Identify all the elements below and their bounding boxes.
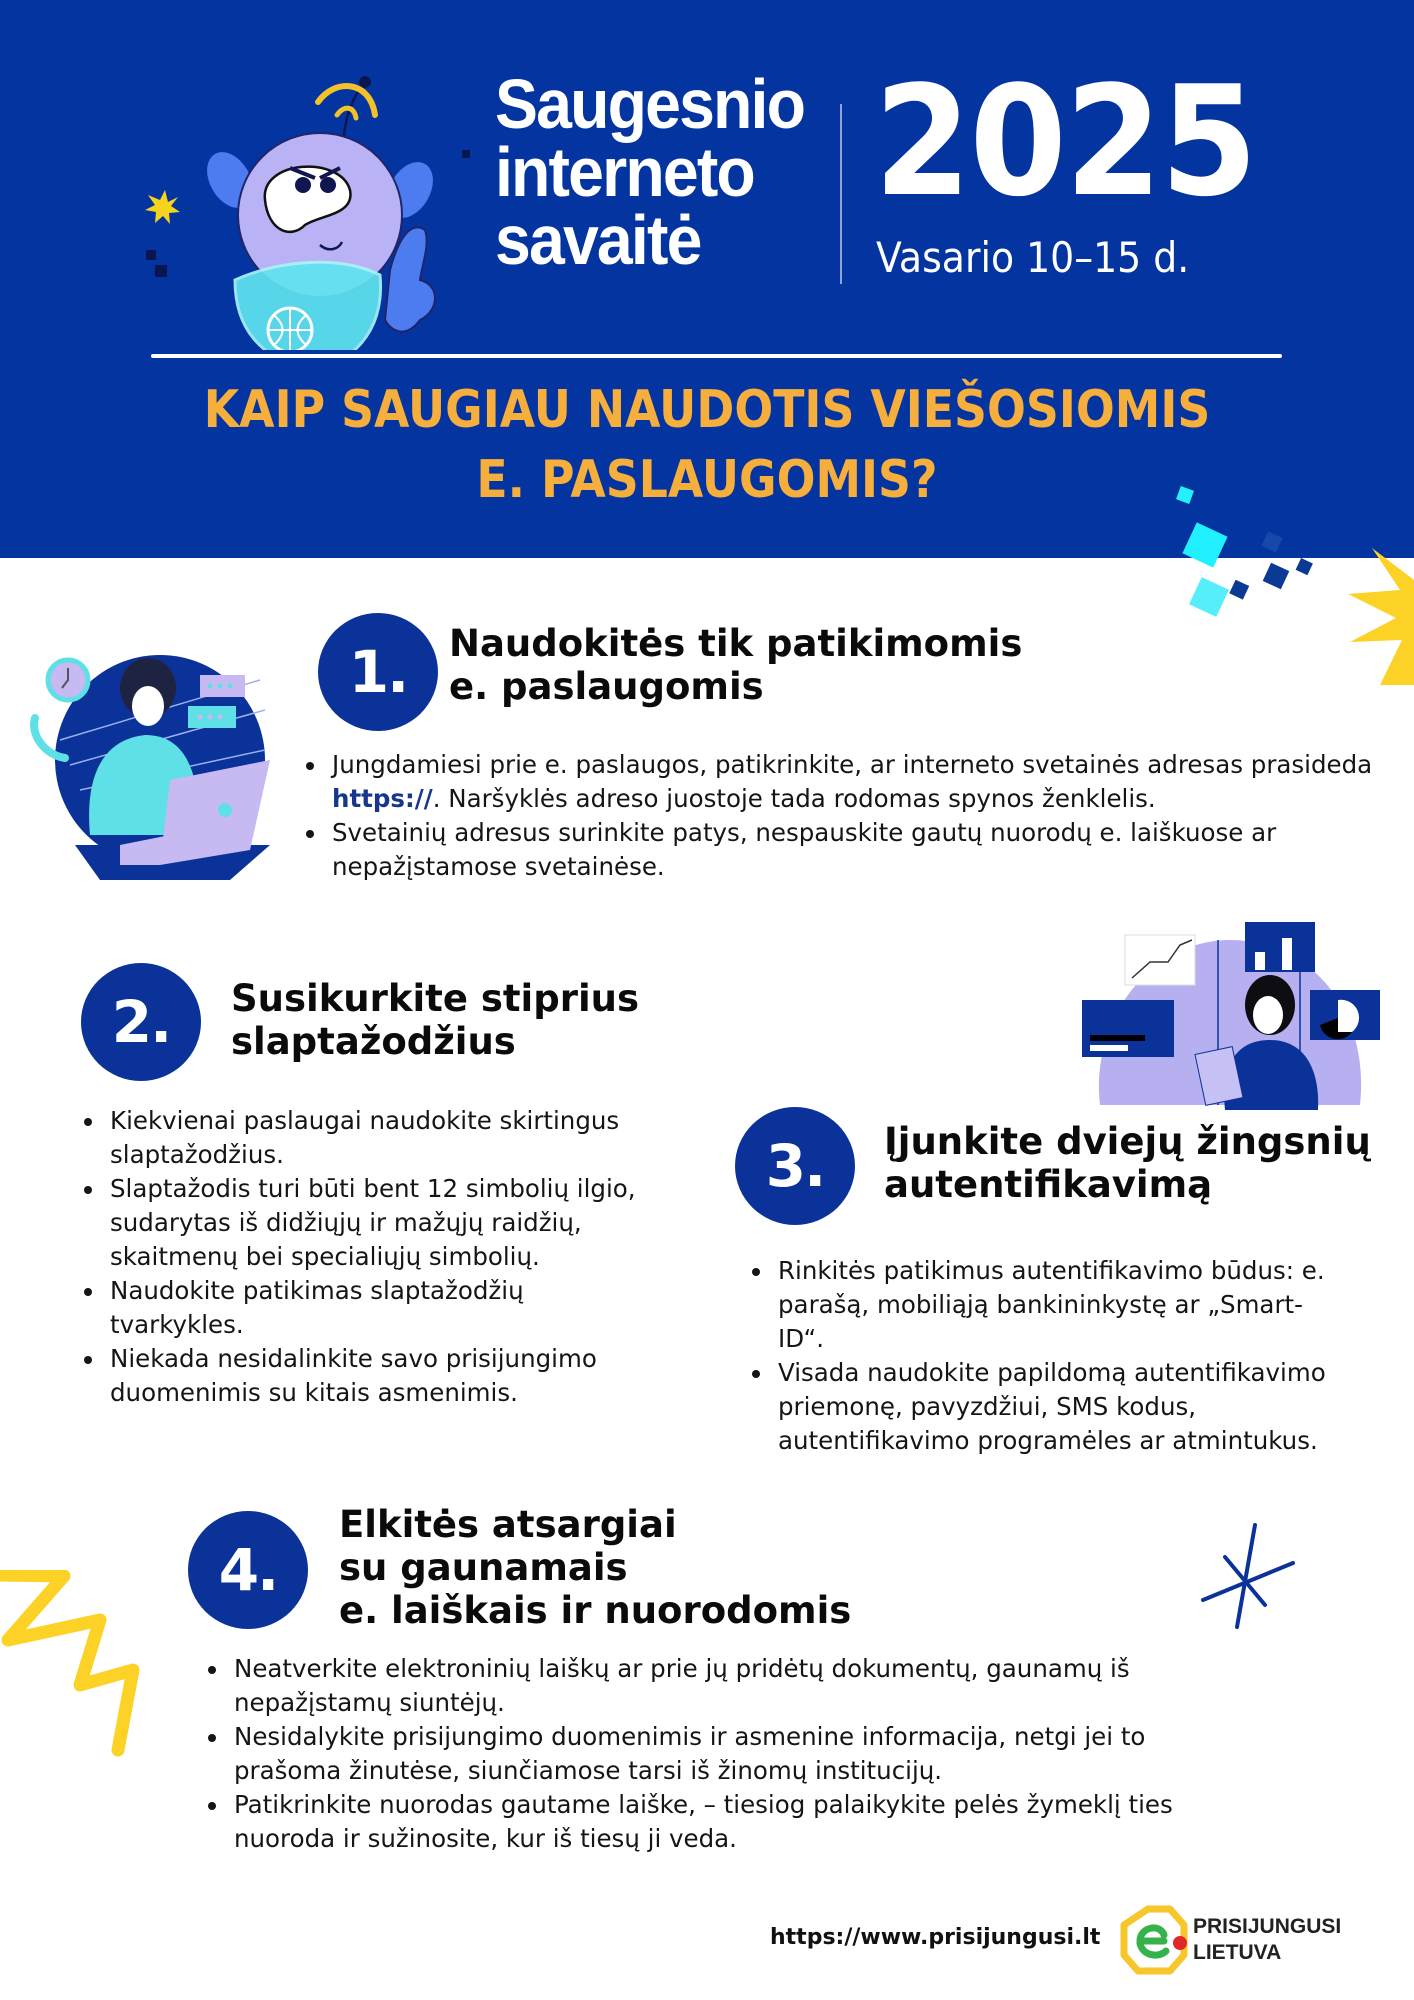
section-heading-line: Įjunkite dviejų žingsnių xyxy=(884,1120,1371,1163)
bullet-text: Jungdamiesi prie e. paslaugos, patikrinkite, ar interneto svetainės adresas prasideda xyxy=(332,750,1373,779)
bullet-item: Kiekvienai paslaugai naudokite skirtingus slaptažodžius. xyxy=(80,1104,650,1172)
section-heading-3 xyxy=(884,1120,1371,1206)
https-highlight: https:// xyxy=(332,784,433,813)
bullet-text: . Naršyklės adreso juostoje tada rodomas spynos ženklelis. xyxy=(432,784,1156,813)
event-dates: Vasario 10–15 d. xyxy=(876,233,1190,282)
step-number-4: 4. xyxy=(188,1511,308,1629)
section-heading-line: Susikurkite stiprius xyxy=(231,977,640,1020)
shield-mascot-icon xyxy=(140,40,470,350)
section-heading-line: e. laiškais ir nuorodomis xyxy=(339,1589,852,1632)
event-name-line: Saugesnio xyxy=(495,65,805,143)
bullet-item: Neatverkite elektroninių laiškų ar prie jų pridėtų dokumentų, gaunamų iš nepažįstamų siuntėjų. xyxy=(204,1652,1204,1720)
page-title-line: E. PASLAUGOMIS? xyxy=(476,450,938,510)
step-number-1: 1. xyxy=(318,613,438,731)
event-name xyxy=(495,65,805,279)
page-title-line: KAIP SAUGIAU NAUDOTIS VIEŠOSIOMIS xyxy=(203,380,1211,440)
laptop-user-illustration xyxy=(20,640,290,880)
website-link[interactable]: https://www.prisijungusi.lt xyxy=(770,1925,1101,1950)
section-bullets-3 xyxy=(748,1254,1348,1458)
analytics-user-illustration xyxy=(1070,900,1380,1110)
event-name-line: savaitė xyxy=(495,201,701,279)
bullet-item: Svetainių adresus surinkite patys, nespauskite gautų nuorodų e. laiškuose ar nepažįstamose svetainėse. xyxy=(302,816,1382,884)
logo-text-line: PRISIJUNGUSI xyxy=(1193,1915,1342,1938)
zigzag-decoration-icon xyxy=(0,1570,150,1760)
section-heading-1 xyxy=(449,622,1022,708)
section-heading-line: e. paslaugomis xyxy=(449,665,764,708)
bullet-item: Patikrinkite nuorodas gautame laiške, – tiesiog palaikykite pelės žymeklį ties nuoroda ir sužinosite, kur iš tiesų ji veda. xyxy=(204,1788,1204,1856)
section-heading-4 xyxy=(339,1503,851,1632)
bullet-item: Rinkitės patikimus autentifikavimo būdus: e. parašą, mobiliąją bankininkystę ar „Smart-ID“. xyxy=(748,1254,1348,1356)
header-rule xyxy=(151,354,1282,358)
event-year: 2025 xyxy=(874,53,1256,230)
page-title xyxy=(85,375,1329,515)
decorative-pixels-icon xyxy=(1150,470,1414,700)
section-bullets-1 xyxy=(302,748,1382,884)
section-heading-line: slaptažodžius xyxy=(231,1020,516,1063)
step-number-3: 3. xyxy=(735,1107,855,1225)
section-bullets-4 xyxy=(204,1652,1204,1856)
bullet-item: Nesidalykite prisijungimo duomenimis ir asmenine informacija, netgi jei to prašoma žinutėse, siunčiamose tarsi iš žinomų institucijų. xyxy=(204,1720,1204,1788)
star-doodle-icon xyxy=(1195,1515,1315,1640)
section-heading-2 xyxy=(231,977,639,1063)
step-number-2: 2. xyxy=(81,963,201,1081)
logo-text xyxy=(1193,1914,1341,1966)
section-bullets-2 xyxy=(80,1104,650,1410)
bullet-item: Slaptažodis turi būti bent 12 simbolių ilgio, sudarytas iš didžiųjų ir mažųjų raidžių, skaitmenų bei specialiųjų simbolių. xyxy=(80,1172,650,1274)
logo-text-line: LIETUVA xyxy=(1193,1941,1282,1964)
prisijungusi-logo-icon xyxy=(1118,1905,1193,1975)
section-heading-line: autentifikavimą xyxy=(884,1163,1213,1206)
section-heading-line: Elkitės atsargiai xyxy=(339,1503,677,1546)
event-name-line: interneto xyxy=(495,133,754,211)
bullet-item xyxy=(302,748,1382,816)
bullet-item: Niekada nesidalinkite savo prisijungimo duomenimis su kitais asmenimis. xyxy=(80,1342,650,1410)
bullet-item: Visada naudokite papildomą autentifikavimo priemonę, pavyzdžiui, SMS kodus, autentifikavimo programėles ar atmintukus. xyxy=(748,1356,1348,1458)
bullet-item: Naudokite patikimas slaptažodžių tvarkykles. xyxy=(80,1274,650,1342)
section-heading-line: Naudokitės tik patikimomis xyxy=(449,622,1023,665)
header-divider xyxy=(840,104,842,284)
section-heading-line: su gaunamais xyxy=(339,1546,628,1589)
